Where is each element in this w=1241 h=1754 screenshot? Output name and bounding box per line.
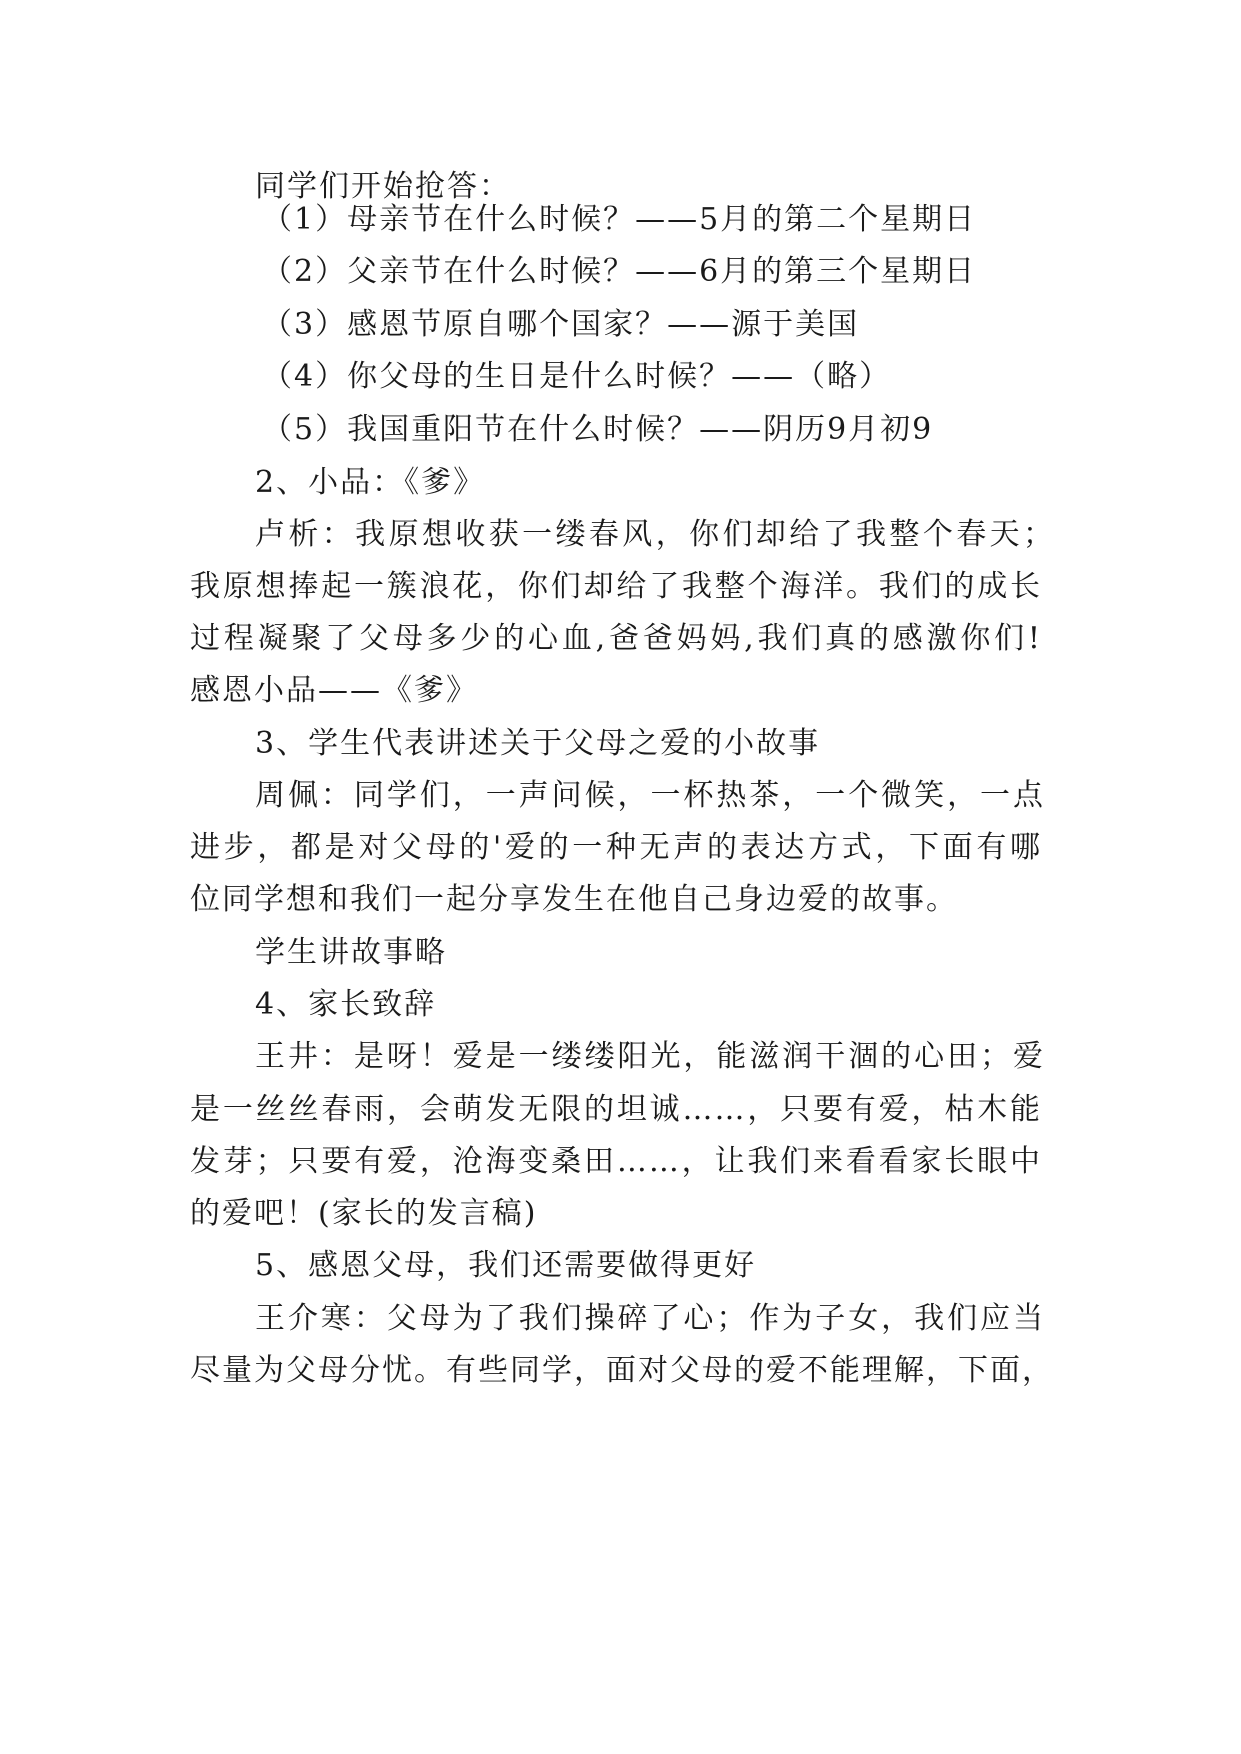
text-line: 卢析：我原想收获一缕春风，你们却给了我整个春天； [255, 517, 1055, 552]
list-item: （1）母亲节在什么时候？——5月的第二个星期日 [262, 202, 977, 237]
list-item: （2）父亲节在什么时候？——6月的第三个星期日 [262, 254, 977, 289]
text-line: 我原想捧起一簇浪花，你们却给了我整个海洋。我们的成长 [190, 569, 1042, 604]
text-line: 王介寒：父母为了我们操碎了心；作为子女，我们应当 [255, 1301, 1045, 1336]
text-line: 位同学想和我们一起分享发生在他自己身边爱的故事。 [190, 882, 958, 917]
text-line: 尽量为父母分忧。有些同学，面对父母的爱不能理解，下面， [190, 1353, 1054, 1388]
text-line: 的爱吧！(家长的发言稿) [190, 1196, 538, 1231]
list-item: （4）你父母的生日是什么时候？——（略） [262, 359, 892, 394]
text-line: 王井：是呀！爱是一缕缕阳光，能滋润干涸的心田；爱 [255, 1039, 1045, 1074]
text-line: 同学们开始抢答： [255, 169, 511, 204]
list-item: （5）我国重阳节在什么时候？——阴历9月初9 [262, 412, 934, 447]
text-line: 感恩小品——《爹》 [190, 673, 478, 708]
section-heading: 3、学生代表讲述关于父母之爱的小故事 [255, 726, 821, 761]
section-heading: 5、感恩父母，我们还需要做得更好 [255, 1248, 757, 1283]
text-line: 学生讲故事略 [255, 935, 447, 970]
text-line: 过程凝聚了父母多少的心血,爸爸妈妈,我们真的感激你们! [190, 621, 1042, 656]
text-line: 是一丝丝春雨，会萌发无限的坦诚……，只要有爱，枯木能 [190, 1092, 1042, 1127]
list-item: （3）感恩节原自哪个国家？——源于美国 [262, 307, 860, 342]
section-heading: 4、家长致辞 [255, 987, 437, 1022]
text-line: 进步，都是对父母的'爱的一种无声的表达方式，下面有哪 [190, 830, 1042, 865]
section-heading: 2、小品：《爹》 [255, 465, 486, 500]
text-line: 周佩：同学们，一声问候，一杯热茶，一个微笑，一点 [255, 778, 1045, 813]
text-line: 发芽；只要有爱，沧海变桑田……，让我们来看看家长眼中 [190, 1144, 1042, 1179]
